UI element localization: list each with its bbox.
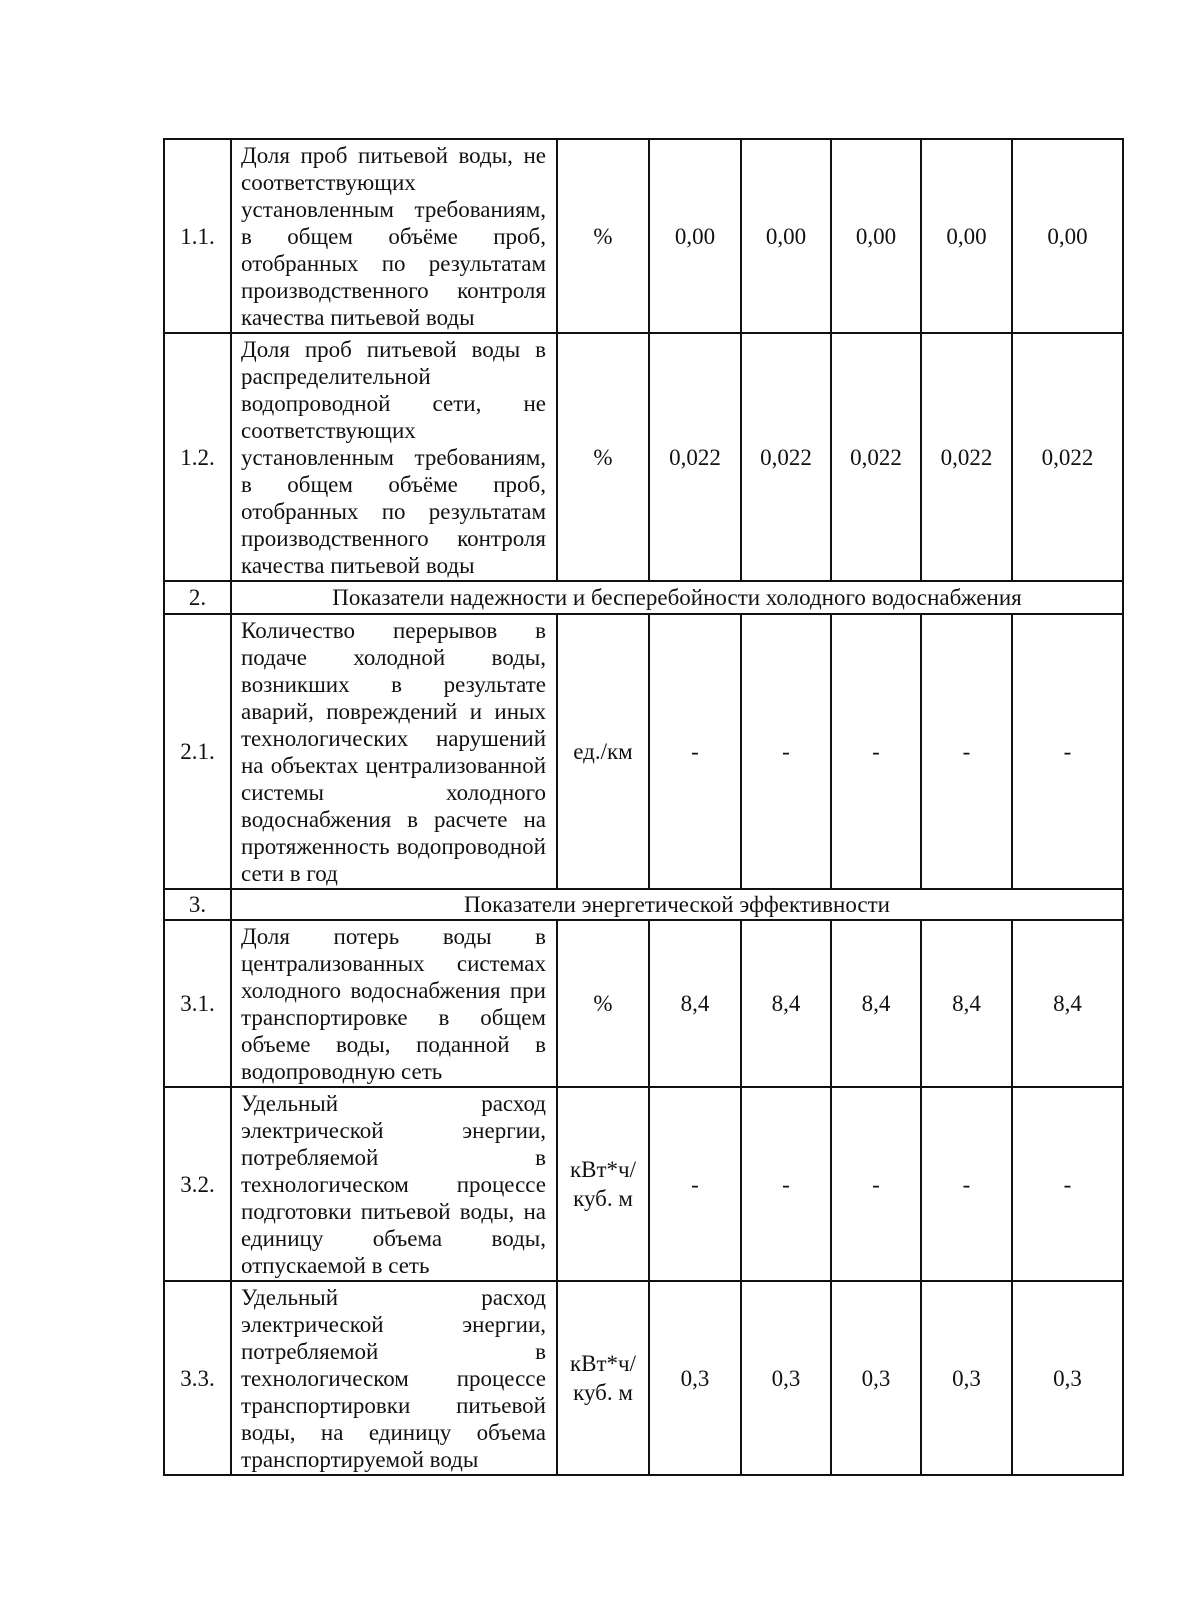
unit-cell bbox=[557, 333, 649, 581]
unit-text: куб. м bbox=[573, 1186, 633, 1211]
section-title: Показатели энергетической эффективности bbox=[231, 889, 1123, 920]
unit-text: ед./км bbox=[573, 739, 633, 764]
table-body bbox=[164, 139, 1123, 1475]
value-cell: 0,3 bbox=[831, 1281, 921, 1475]
value-cell: - bbox=[649, 1087, 741, 1281]
indicator-description: Доля потерь воды в централизованных системах холодного водоснабжения при транспортировке в общем объеме воды, поданной в водопроводную сеть bbox=[231, 920, 557, 1087]
value-cell: - bbox=[921, 614, 1012, 889]
value-cell: - bbox=[831, 1087, 921, 1281]
value-cell: 0,00 bbox=[649, 139, 741, 333]
value-cell: 0,00 bbox=[741, 139, 831, 333]
value-cell: 8,4 bbox=[649, 920, 741, 1087]
indicator-description: Удельный расход электрической энергии, потребляемой в технологическом процессе подготовки питьевой воды, на единицу объема воды, отпускаемой в сеть bbox=[231, 1087, 557, 1281]
section-row bbox=[164, 581, 1123, 614]
value-cell: - bbox=[921, 1087, 1012, 1281]
value-cell: 8,4 bbox=[921, 920, 1012, 1087]
indicator-description: Удельный расход электрической энергии, потребляемой в технологическом процессе транспортировки питьевой воды, на единицу объема транспортируемой воды bbox=[231, 1281, 557, 1475]
unit-cell bbox=[557, 614, 649, 889]
value-cell: 8,4 bbox=[741, 920, 831, 1087]
unit-cell bbox=[557, 139, 649, 333]
indicator-description: Доля проб питьевой воды, не соответствующих установленным требованиям, в общем объёме проб, отобранных по результатам производственного контроля качества питьевой воды bbox=[231, 139, 557, 333]
value-cell: 0,00 bbox=[1012, 139, 1123, 333]
table-row bbox=[164, 139, 1123, 333]
unit-cell bbox=[557, 1281, 649, 1475]
value-cell: 0,3 bbox=[741, 1281, 831, 1475]
value-cell: - bbox=[1012, 614, 1123, 889]
unit-text: % bbox=[593, 223, 613, 249]
value-cell: 8,4 bbox=[831, 920, 921, 1087]
value-cell: 0,3 bbox=[921, 1281, 1012, 1475]
table-row bbox=[164, 1281, 1123, 1475]
table-row bbox=[164, 1087, 1123, 1281]
unit-text: кВт*ч/ bbox=[569, 1157, 637, 1182]
value-cell: 0,00 bbox=[831, 139, 921, 333]
table-row bbox=[164, 614, 1123, 889]
unit-cell bbox=[557, 1087, 649, 1281]
value-cell: - bbox=[649, 614, 741, 889]
indicators-table bbox=[163, 138, 1124, 1476]
unit-text: кВт*ч/ bbox=[569, 1351, 637, 1376]
table-row bbox=[164, 333, 1123, 581]
value-cell: 0,022 bbox=[649, 333, 741, 581]
row-number: 2. bbox=[164, 581, 231, 614]
table-row bbox=[164, 920, 1123, 1087]
value-cell: - bbox=[1012, 1087, 1123, 1281]
unit-text: % bbox=[593, 991, 613, 1016]
value-cell: - bbox=[741, 614, 831, 889]
row-number: 3. bbox=[164, 889, 231, 920]
row-number: 1.1. bbox=[164, 139, 231, 333]
section-row bbox=[164, 889, 1123, 920]
unit-text: куб. м bbox=[573, 1380, 633, 1405]
row-number: 3.3. bbox=[164, 1281, 231, 1475]
value-cell: 0,022 bbox=[1012, 333, 1123, 581]
value-cell: 0,3 bbox=[1012, 1281, 1123, 1475]
indicator-description: Доля проб питьевой воды в распределительной водопроводной сети, не соответствующих установленным требованиям, в общем объёме проб, отобранных по результатам производственного контроля качества питьевой воды bbox=[231, 333, 557, 581]
value-cell: - bbox=[741, 1087, 831, 1281]
section-title: Показатели надежности и бесперебойности холодного водоснабжения bbox=[231, 581, 1123, 614]
value-cell: 0,3 bbox=[649, 1281, 741, 1475]
unit-cell bbox=[557, 920, 649, 1087]
indicator-description: Количество перерывов в подаче холодной воды, возникших в результате аварий, повреждений и иных технологических нарушений на объектах централизованной системы холодного водоснабжения в расчете на протяженность водопроводной сети в год bbox=[231, 614, 557, 889]
row-number: 2.1. bbox=[164, 614, 231, 889]
value-cell: 0,022 bbox=[741, 333, 831, 581]
row-number: 3.2. bbox=[164, 1087, 231, 1281]
row-number: 3.1. bbox=[164, 920, 231, 1087]
value-cell: 0,022 bbox=[921, 333, 1012, 581]
value-cell: 0,00 bbox=[921, 139, 1012, 333]
unit-text: % bbox=[593, 444, 613, 470]
row-number: 1.2. bbox=[164, 333, 231, 581]
value-cell: - bbox=[831, 614, 921, 889]
value-cell: 8,4 bbox=[1012, 920, 1123, 1087]
value-cell: 0,022 bbox=[831, 333, 921, 581]
